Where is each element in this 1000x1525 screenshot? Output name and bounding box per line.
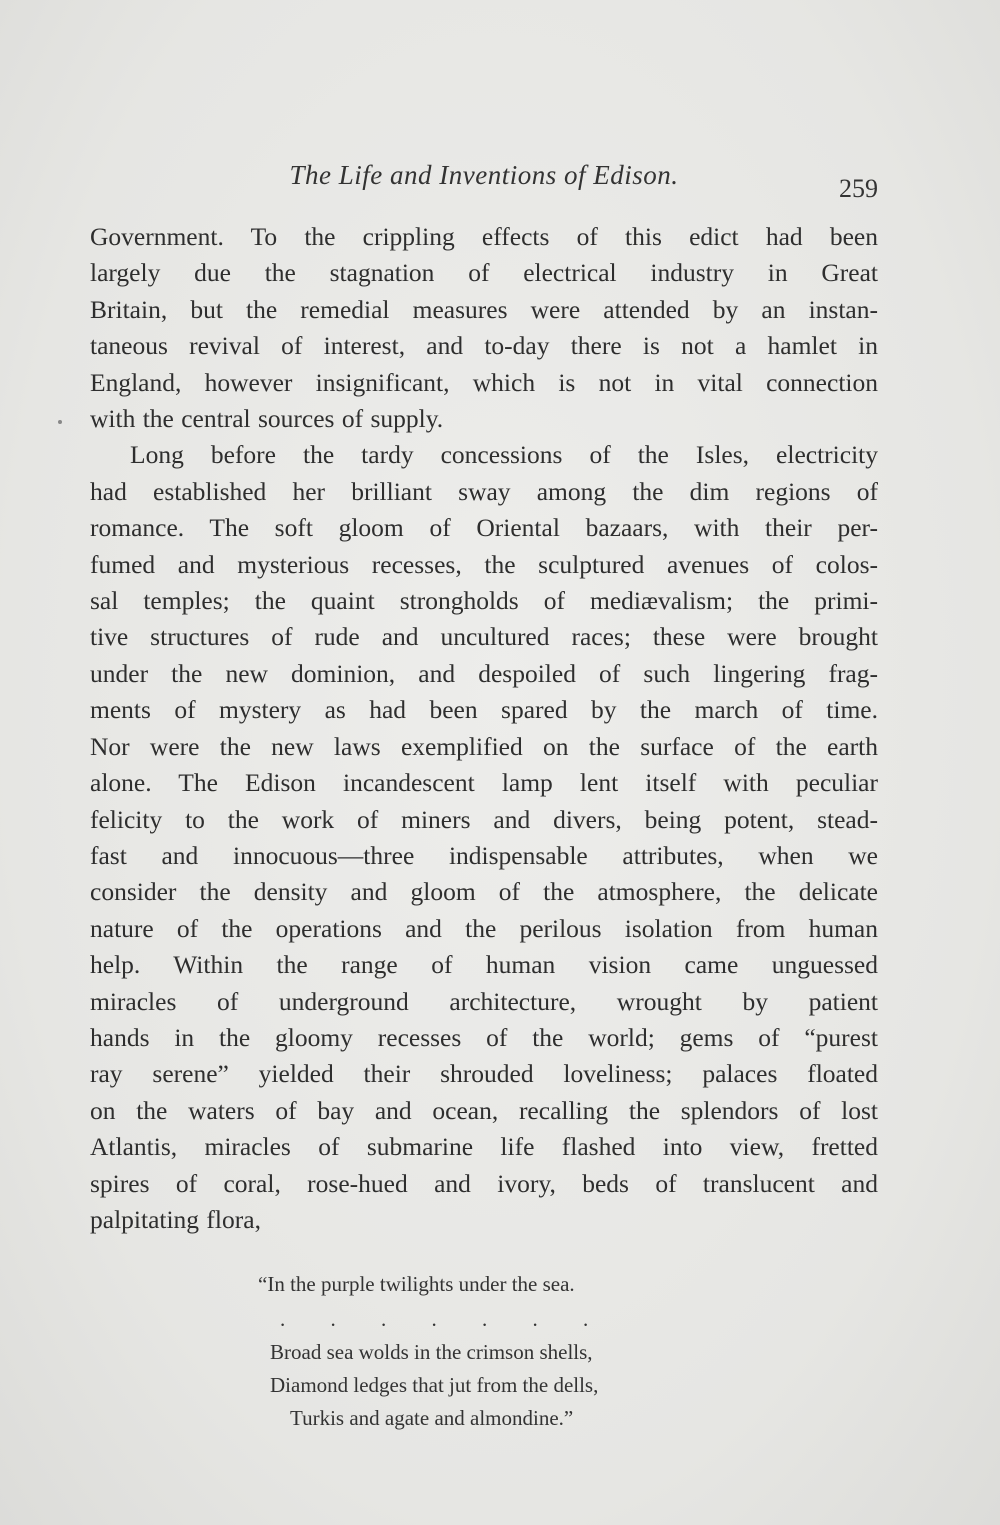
paragraph-1 — [90, 219, 878, 437]
text-line: Atlantis, miracles of submarine life flashed into view, fretted — [90, 1132, 878, 1162]
text-line: Long before the tardy concessions of the Isles, electricity — [130, 440, 878, 470]
text-line: Government. To the crippling effects of this edict had been — [90, 222, 878, 251]
text-line: fast and innocuous—three indispensable attributes, when we — [90, 840, 878, 870]
text-line: Nor were the new laws exemplified on the surface of the earth — [90, 731, 878, 761]
text-line: hands in the gloomy recesses of the world; gems of “purest — [90, 1022, 878, 1052]
text-line: help. Within the range of human vision came unguessed — [90, 950, 878, 980]
poem-quote — [90, 1268, 878, 1435]
text-line: Britain, but the remedial measures were attended by an instan- — [90, 294, 878, 324]
text-line: taneous revival of interest, and to-day there is not a hamlet in — [90, 331, 878, 361]
text-line: sal temples; the quaint strongholds of mediævalism; the primi- — [90, 586, 878, 616]
paragraph-2 — [90, 437, 878, 1238]
text-line: had established her brilliant sway among the dim regions of — [90, 476, 878, 506]
poem-line: Diamond ledges that jut from the dells, — [270, 1373, 599, 1397]
running-head — [90, 160, 878, 203]
text-line: miracles of underground architecture, wrought by patient — [90, 986, 878, 1016]
text-line: palpitating flora, — [90, 1204, 261, 1234]
text-line: with the central sources of supply. — [90, 404, 444, 434]
poem-line: Turkis and agate and almondine.” — [290, 1406, 574, 1430]
running-title: The Life and Inventions of Edison. — [289, 160, 679, 190]
text-line: romance. The soft gloom of Oriental bazaars, with their per- — [90, 513, 878, 543]
text-line: ments of mystery as had been spared by the march of time. — [90, 695, 878, 725]
text-line: alone. The Edison incandescent lamp lent itself with peculiar — [90, 768, 878, 798]
text-line: spires of coral, rose-hued and ivory, beds of translucent and — [90, 1168, 878, 1198]
text-line: nature of the operations and the perilous isolation from human — [90, 913, 878, 943]
poem-line: Broad sea wolds in the crimson shells, — [270, 1340, 593, 1364]
paper-speck — [58, 420, 62, 424]
poem-line: “In the purple twilights under the sea. — [258, 1272, 575, 1296]
text-line: tive structures of rude and uncultured races; these were brought — [90, 622, 878, 652]
text-line: England, however insignificant, which is not in vital connection — [90, 367, 878, 397]
text-line: on the waters of bay and ocean, recalling the splendors of lost — [90, 1095, 878, 1125]
text-line: felicity to the work of miners and divers, being potent, stead- — [90, 804, 878, 834]
text-line: ray serene” yielded their shrouded loveliness; palaces floated — [90, 1059, 878, 1089]
text-line: largely due the stagnation of electrical industry in Great — [90, 258, 878, 288]
body-text — [90, 219, 878, 1238]
text-line: under the new dominion, and despoiled of such lingering frag- — [90, 658, 878, 688]
text-line: fumed and mysterious recesses, the sculptured avenues of colos- — [90, 549, 878, 579]
page-number: 259 — [839, 174, 878, 203]
text-line: consider the density and gloom of the atmosphere, the delicate — [90, 877, 878, 907]
poem-ellipsis: . . . . . . . — [280, 1307, 609, 1331]
